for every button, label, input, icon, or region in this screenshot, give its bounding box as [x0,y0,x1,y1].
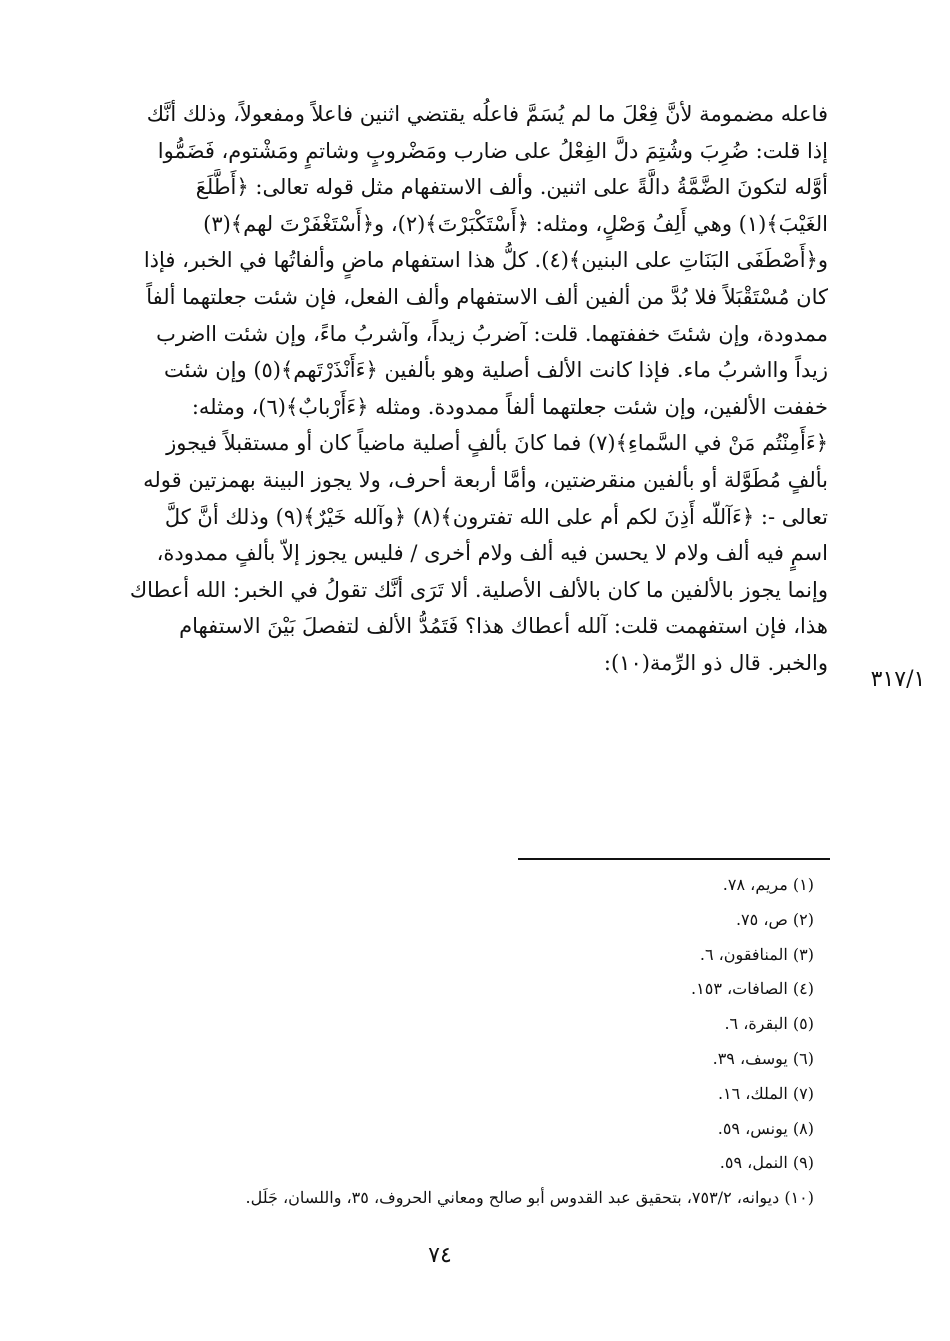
body-line: والخبر. قال ذو الرِّمة(١٠): [603,650,828,675]
body-line: الغَيْبَ﴾(١) وهي أَلِفُ وَصْلٍ، ومثله: ﴿أَسْتَكْبَرْتَ﴾(٢)، و﴿أَسْتَغْفَرْتَ لهم﴾(٣) [203,211,828,236]
footnote: (٨) يونس، ٥٩. [717,1118,814,1138]
body-line: ﴿ءَأَمِنْتُم مَنْ في السَّماءِ﴾(٧) فما كانَ بألفٍ أصلية ماضياً كان أو مستقبلاً فيجوز [166,431,828,456]
body-line: أوَّله لتكونَ الضَّمَّةُ دالَّةً على اثنين. وألف الاستفهام مثل قوله تعالى: ﴿أَطَّلَعَ [195,175,828,200]
footnote-divider [518,858,830,860]
body-line: هذا، فإن استفهمت قلت: آلله أعطاك هذا؟ فَتَمُدُّ الألف لتفصلَ بَيْنَ الاستفهام [179,614,828,639]
body-line: إذا قلت: ضُرِبَ وشُتِمَ دلَّ الفِعْلُ على ضارب ومَضْروبٍ وشاتمٍ ومَشْتوم، فَضَمُّوا [157,138,828,163]
body-line: فاعله مضمومة لأنَّ فِعْلَ ما لم يُسَمَّ فاعلُه يقتضي اثنين فاعلاً ومفعولاً، وذلك أنَّك [146,102,828,126]
body-line: كان مُسْتَقْبَلاً فلا بُدَّ من ألفين ألف الاستفهام وألف الفعل، فإن شئت جعلتهما ألفاً [146,284,828,309]
footnote: (٢) ص، ٧٥. [735,909,814,929]
body-line: اسمٍ فيه ألف ولام لا يحسن فيه ألف ولام أخرى / فليس يجوز إلاّ بألفٍ ممدودة، [156,541,828,566]
body-line: وإنما يجوز بالألفين ما كان بالألف الأصلية. ألا تَرَى أنَّك تقولُ في الخبر: الله أعطاك [129,577,828,602]
manuscript-folio-reference: ٣١٧/١ [870,667,926,692]
footnotes [60,868,814,1216]
main-body-text [60,96,828,682]
footnote: (٣) المنافقون، ٦. [699,944,814,964]
body-line: ممدودة، وإن شئتَ خففتهما. قلت: آضربُ زيداً، وآشربُ ماءً، وإن شئت ااضرب [156,321,828,346]
body-line: بألفٍ مُطَوَّلة أو بألفين منقرضتين، وأمَّا أربعة أحرف، ولا يجوز البينة بهمزتين قوله [143,467,828,492]
body-line: زيداً وااشربُ ماء. فإذا كانت الألف أصلية وهو بألفين ﴿ءَأَنْذَرْتَهم﴾(٥) وإن شئت [164,358,828,383]
body-line: خففت الألفين، وإن شئت جعلتهما ألفاً ممدودة. ومثله ﴿ءَأَرْبابٌ﴾(٦)، ومثله: [191,394,828,419]
footnote: (١٠) ديوانه، ٧٥٣/٢، بتحقيق عبد القدوس أبو صالح ومعاني الحروف، ٣٥، واللسان، جَلَل. [245,1188,814,1208]
footnote: (٥) البقرة، ٦. [724,1014,814,1034]
footnote: (١) مريم، ٧٨. [722,875,814,894]
page-number: ٧٤ [428,1243,452,1268]
footnote: (٦) يوسف، ٣٩. [712,1048,814,1068]
footnote: (٧) الملك، ١٦. [717,1083,814,1103]
body-line: و﴿أَصْطَفَى البَنَاتِ على البنين﴾(٤). كلُّ هذا استفهام ماضٍ وألفاتُها في الخبر، فإذا [143,248,828,273]
footnote: (٩) النمل، ٥٩. [719,1153,814,1173]
footnote: (٤) الصافات، ١٥٣. [691,979,814,999]
body-line: تعالى -: ﴿ءَآللّه أَذِنَ لكم أم على الله تفترون﴾(٨) ﴿وآلله خَيْرٌ﴾(٩) وذلك أنَّ كلَّ [164,504,828,529]
